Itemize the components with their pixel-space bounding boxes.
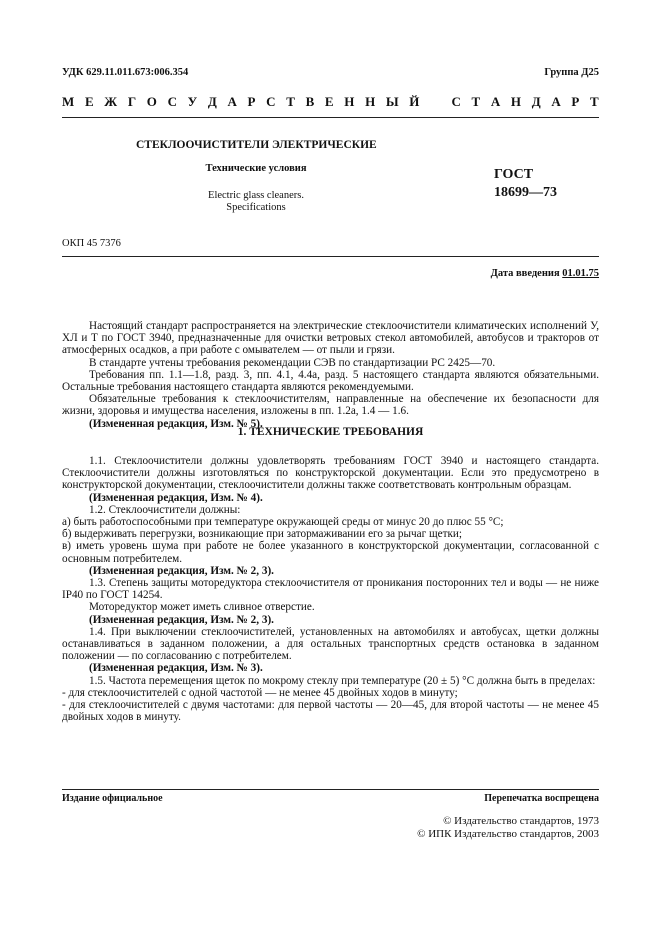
- group-code: Группа Д25: [544, 67, 599, 78]
- banner-letter: Р: [247, 94, 256, 109]
- introduction-date-label: Дата введения: [490, 268, 563, 279]
- intro-paragraph: Требования пп. 1.1—1.8, разд. 3, пп. 4.1, 4.4а, разд. 5 настоящего стандарта являются обязательными. Остальные требования настоящего стандарта являются рекомендуемыми.: [62, 368, 599, 394]
- banner-letter: М: [62, 94, 75, 109]
- document-title: СТЕКЛООЧИСТИТЕЛИ ЭЛЕКТРИЧЕСКИЕ: [136, 139, 377, 151]
- document-subtitle: Технические условия: [205, 163, 307, 174]
- banner-letter: Д: [531, 94, 541, 109]
- english-title-line1: Electric glass cleaners.: [208, 190, 304, 201]
- section-heading: 1. ТЕХНИЧЕСКИЕ ТРЕБОВАНИЯ: [237, 426, 424, 438]
- gost-number: 18699—73: [494, 185, 557, 200]
- banner-letter: Д: [207, 94, 217, 109]
- list-item: а) быть работоспособными при температуре окружающей среды от минус 20 до плюс 55 °С;: [62, 516, 504, 529]
- clause-paragraph: 1.2. Стеклоочистители должны:: [89, 503, 241, 516]
- banner-letter: Т: [590, 94, 599, 109]
- banner-letter: Р: [571, 94, 580, 109]
- banner-letter: Ы: [385, 94, 399, 109]
- list-item: - для стеклоочистителей с двумя частотами: для первой частоты — 20—45, для второй частоты — не менее 45 двойных ходов в минуту.: [62, 699, 599, 724]
- banner-letter: Г: [127, 94, 137, 109]
- amendment-note: (Измененная редакция, Изм. № 4).: [89, 491, 263, 504]
- gost-label: ГОСТ: [494, 167, 534, 182]
- introduction-date-value: 01.01.75: [562, 268, 599, 279]
- footer-rule: [62, 789, 599, 790]
- banner-letter: Т: [286, 94, 295, 109]
- banner-letter: Н: [365, 94, 376, 109]
- banner-letter: О: [146, 94, 157, 109]
- banner-letter: А: [227, 94, 237, 109]
- banner-letter: А: [490, 94, 501, 109]
- banner-letter: Т: [471, 94, 481, 109]
- banner-letter: С: [266, 94, 276, 109]
- banner-letter: С: [451, 94, 461, 109]
- gost-designation: [494, 166, 557, 202]
- list-item: в) иметь уровень шума при работе не более указанного в конструкторской документации, согласованной с основным потребителем.: [62, 540, 599, 565]
- list-item: б) выдерживать перегрузки, возникающие при затормаживании его за рычаг щетки;: [62, 528, 463, 541]
- intro-paragraph: Настоящий стандарт распространяется на электрические стеклоочистители климатических исполнений У, ХЛ и Т по ГОСТ 3940, предназначенные для очистки ветровых стекол автомобилей, автобусов и тракторов от атмосферных осадков, а при работе с омывателем — от пыли и грязи.: [62, 320, 599, 357]
- banner-letter: У: [187, 94, 198, 109]
- intro-text: [62, 320, 599, 430]
- clause-paragraph: 1.1. Стеклоочистители должны удовлетворять требованиям ГОСТ 3940 и настоящего стандарта. Стеклоочистители должны изготовляться по конструкторской документации. Если это предусмотрено в конструкторской документации, стеклоочистители должны также соответствовать контрольным образцам.: [62, 455, 599, 492]
- okp-rule: [62, 256, 599, 257]
- banner-letter: А: [551, 94, 561, 109]
- copyright-line: © Издательство стандартов, 1973: [443, 815, 599, 827]
- amendment-note: (Измененная редакция, Изм. № 2, 3).: [89, 613, 274, 626]
- okp-code: ОКП 45 7376: [62, 238, 121, 249]
- banner-letter: Й: [409, 94, 420, 109]
- banner-letter: Е: [324, 94, 334, 109]
- reprint-prohibited-note: Перепечатка воспрещена: [484, 793, 599, 804]
- banner-letter: Ж: [104, 94, 118, 109]
- list-item: - для стеклоочистителей с одной частотой — не менее 45 двойных ходов в минуту;: [62, 686, 458, 699]
- intro-paragraph: Обязательные требования к стеклоочистителям, направленные на обеспечение их безопасности для жизни, здоровья и имущества населения, изложены в пп. 1.2а, 1.4 — 1.6.: [62, 393, 599, 418]
- banner-letter: Н: [344, 94, 355, 109]
- banner-letter: С: [167, 94, 177, 109]
- amendment-note: (Измененная редакция, Изм. № 2, 3).: [89, 564, 274, 577]
- banner-letter: Н: [510, 94, 522, 109]
- introduction-date: [491, 268, 599, 279]
- clause-paragraph: 1.4. При выключении стеклоочистителей, установленных на автомобилях и автобусах, щетки должны останавливаться в заданном положении, а для остальных транспортных средств остановка в заданном положении — по согласованию с потребителем.: [62, 625, 599, 663]
- amendment-note: (Измененная редакция, Изм. № 3).: [89, 662, 263, 675]
- banner-rule: [62, 117, 599, 118]
- banner-letter: Е: [84, 94, 94, 109]
- official-edition-note: Издание официальное: [62, 793, 163, 804]
- banner-letter: В: [305, 94, 315, 109]
- english-title-line2: Specifications: [226, 202, 286, 213]
- interstate-standard-banner: [62, 94, 599, 110]
- clause-paragraph: 1.5. Частота перемещения щеток по мокрому стеклу при температуре (20 ± 5) °С должна быть в пределах:: [89, 674, 596, 687]
- section1-text: [62, 455, 599, 723]
- copyright-line: © ИПК Издательство стандартов, 2003: [417, 828, 599, 840]
- clause-paragraph: 1.3. Степень защиты моторедуктора стеклоочистителя от проникания посторонних тел и воды — не ниже IP40 по ГОСТ 14254.: [62, 577, 599, 602]
- clause-paragraph: Моторедуктор может иметь сливное отверстие.: [89, 601, 315, 614]
- intro-amendment: (Измененная редакция, Изм. № 5).: [89, 417, 263, 430]
- intro-paragraph: В стандарте учтены требования рекомендации СЭВ по стандартизации РС 2425—70.: [89, 356, 496, 369]
- udk-code: УДК 629.11.011.673:006.354: [62, 67, 189, 78]
